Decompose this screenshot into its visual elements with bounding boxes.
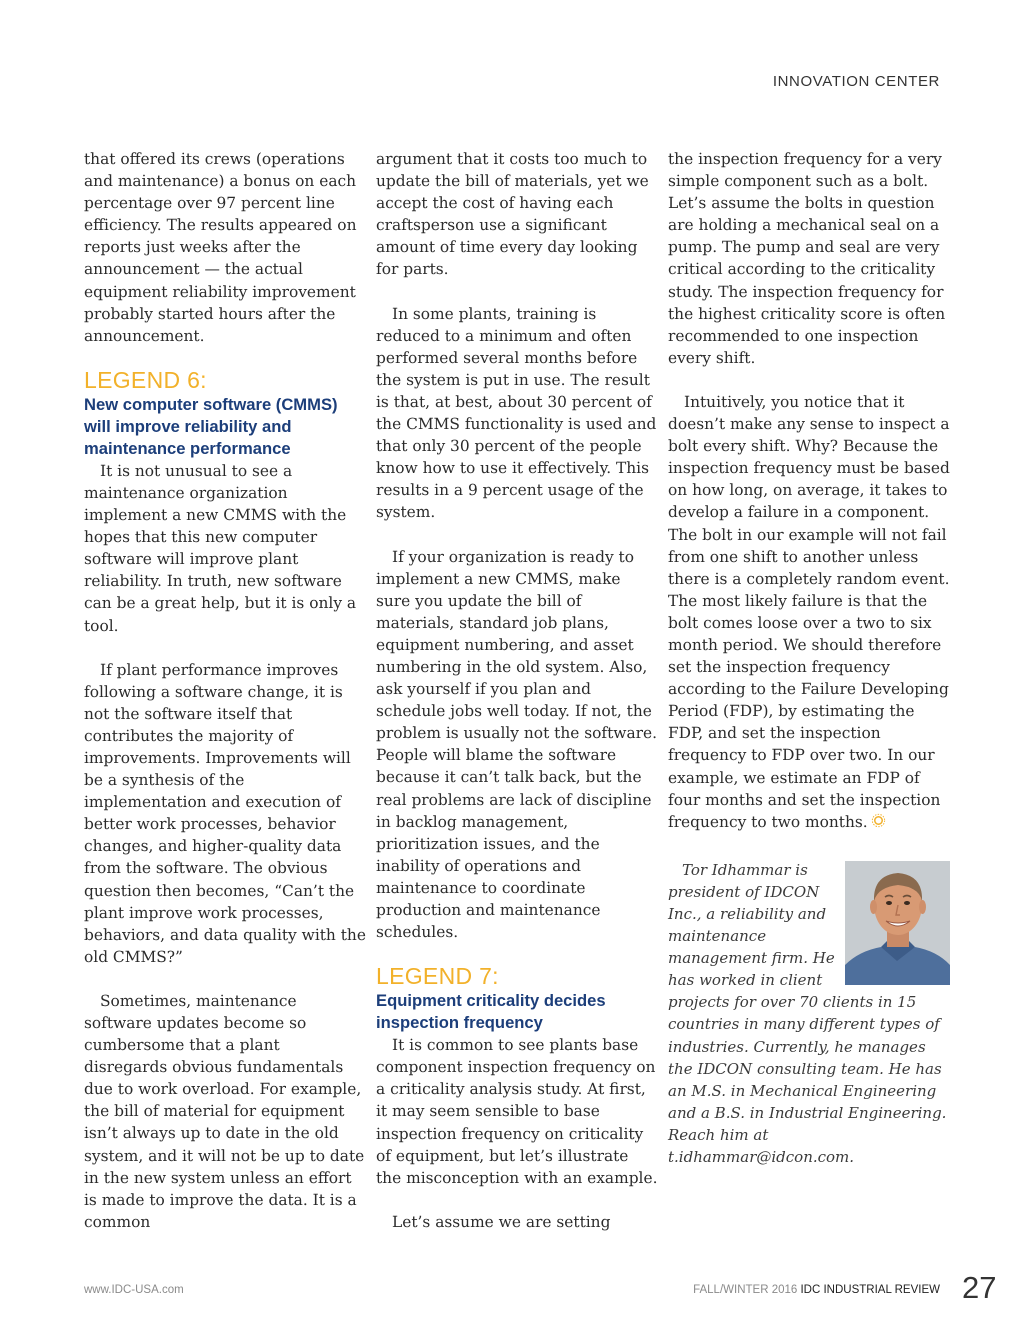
body-paragraph: the inspection frequency for a very simple component such as a bolt. Let’s assume the bolts in question are holding a mechanical seal on a pump. The pump and seal are very critical according to the criticality study. The inspection frequency for the highest criticality score is often recommended to one inspection every shift. [668,150,946,367]
body-paragraph: In some plants, training is reduced to a minimum and often performed several months before the system is put in use. The result is that, at best, about 30 percent of the CMMS functionality is used and that only 30 percent of the people know how to use it effectively. This results in a 9 percent usage of the system. [376,304,657,522]
author-portrait [845,861,950,985]
end-of-article-icon [871,813,886,828]
body-paragraph: If your organization is ready to implement a new CMMS, make sure you update the bill of materials, standard job plans, equipment numbering, and asset numbering in the old system. Also, ask yourself if you plan and schedule jobs well today. If not, the problem is usually not the software. People will blame the software because it can’t talk back, but the real problems are lack of discipline in backlog management, prioritization issues, and the inability of operations and maintenance to coordinate production and maintenance schedules. [376,547,657,942]
body-paragraph: Let’s assume we are setting [392,1212,611,1231]
author-photo-icon [845,861,950,985]
article-column-1 [84,148,366,1233]
body-paragraph: If plant performance improves following a software change, it is not the software itself that contributes the majority of improvements. Improvements will be a synthesis of the implementation and execution of better work processes, behavior changes, and higher-quality data from the software. The obvious question then becomes, “Can’t the plant improve work processes, behaviors, and data quality with the old CMMS?” [84,660,366,966]
legend-6-title: LEGEND 6: [84,366,207,393]
body-paragraph-final [668,391,950,833]
section-label: INNOVATION CENTER [772,73,940,90]
legend-7-title: LEGEND 7: [376,963,499,990]
body-paragraph: It is common to see plants base component inspection frequency on a criticality analysis study. At first, it may seem sensible to base inspection frequency on criticality of equipment, but let’s illustrate the misconception with an example. [376,1036,658,1187]
body-paragraph: It is not unusual to see a maintenance organization implement a new CMMS with the hopes that this new computer software will improve plant reliability. In truth, new software can be a great help, but it is only a tool. [84,461,357,635]
footer-issue-date: FALL/WINTER 2016 [693,1284,798,1296]
bio-lead: Tor Idhammar is [682,860,808,879]
body-paragraph: argument that it costs too much to update the bill of materials, yet we accept the cost of having each craftsperson use a significant amount of time every day looking for parts. [376,150,649,279]
final-paragraph-text: Intuitively, you notice that it doesn’t make any sense to inspect a bolt every shift. Why? Because the inspection frequency must be based on how long, on average, it takes to develop a failure in a component. The bolt in our example will not fail from one shift to another unless there is a completely random event. The most likely failure is that the bolt comes loose over a two to six month period. We should therefore set the inspection frequency according to the Failure Developing Period (FDP), by estimating the FDP, and set the inspection frequency to FDP over two. In our example, we estimate an FDP of four months and set the inspection frequency to two months. [668,392,950,831]
page-number: 27 [962,1270,997,1305]
author-bio [668,859,950,1168]
footer-magazine: IDC INDUSTRIAL REVIEW [800,1284,940,1296]
body-paragraph: Sometimes, maintenance software updates become so cumbersome that a plant disregards obvious fundamentals due to work overload. For example, the bill of material for equipment isn’t always up to date in the old system, and it will not be up to date in the new system unless an effort is made to improve the data. It is a common [84,991,365,1231]
article-column-3 [668,148,950,1168]
body-paragraph: that offered its crews (operations and maintenance) a bonus on each percentage over 97 percent line efficiency. The results appeared on reports just weeks after the announcement — the actual equipment reliability improvement probably started hours after the announcement. [84,150,357,345]
footer-issue [693,1284,940,1296]
bio-body: president of IDCON Inc., a reliability and maintenance management firm. He has worked in client projects for over 70 clients in 15 countries in many different types of industries. Currently, he manages the IDCON consulting team. He has an M.S. in Mechanical Engineering and a B.S. in Industrial Engineering. Reach him at t.idhammar@idcon.com. [668,882,947,1167]
legend-7-subtitle: Equipment criticality decides inspection frequency [376,991,606,1033]
article-column-2 [376,148,658,1233]
legend-6-subtitle: New computer software (CMMS) will improve reliability and maintenance performance [84,394,338,458]
footer-website: www.IDC-USA.com [84,1284,184,1296]
